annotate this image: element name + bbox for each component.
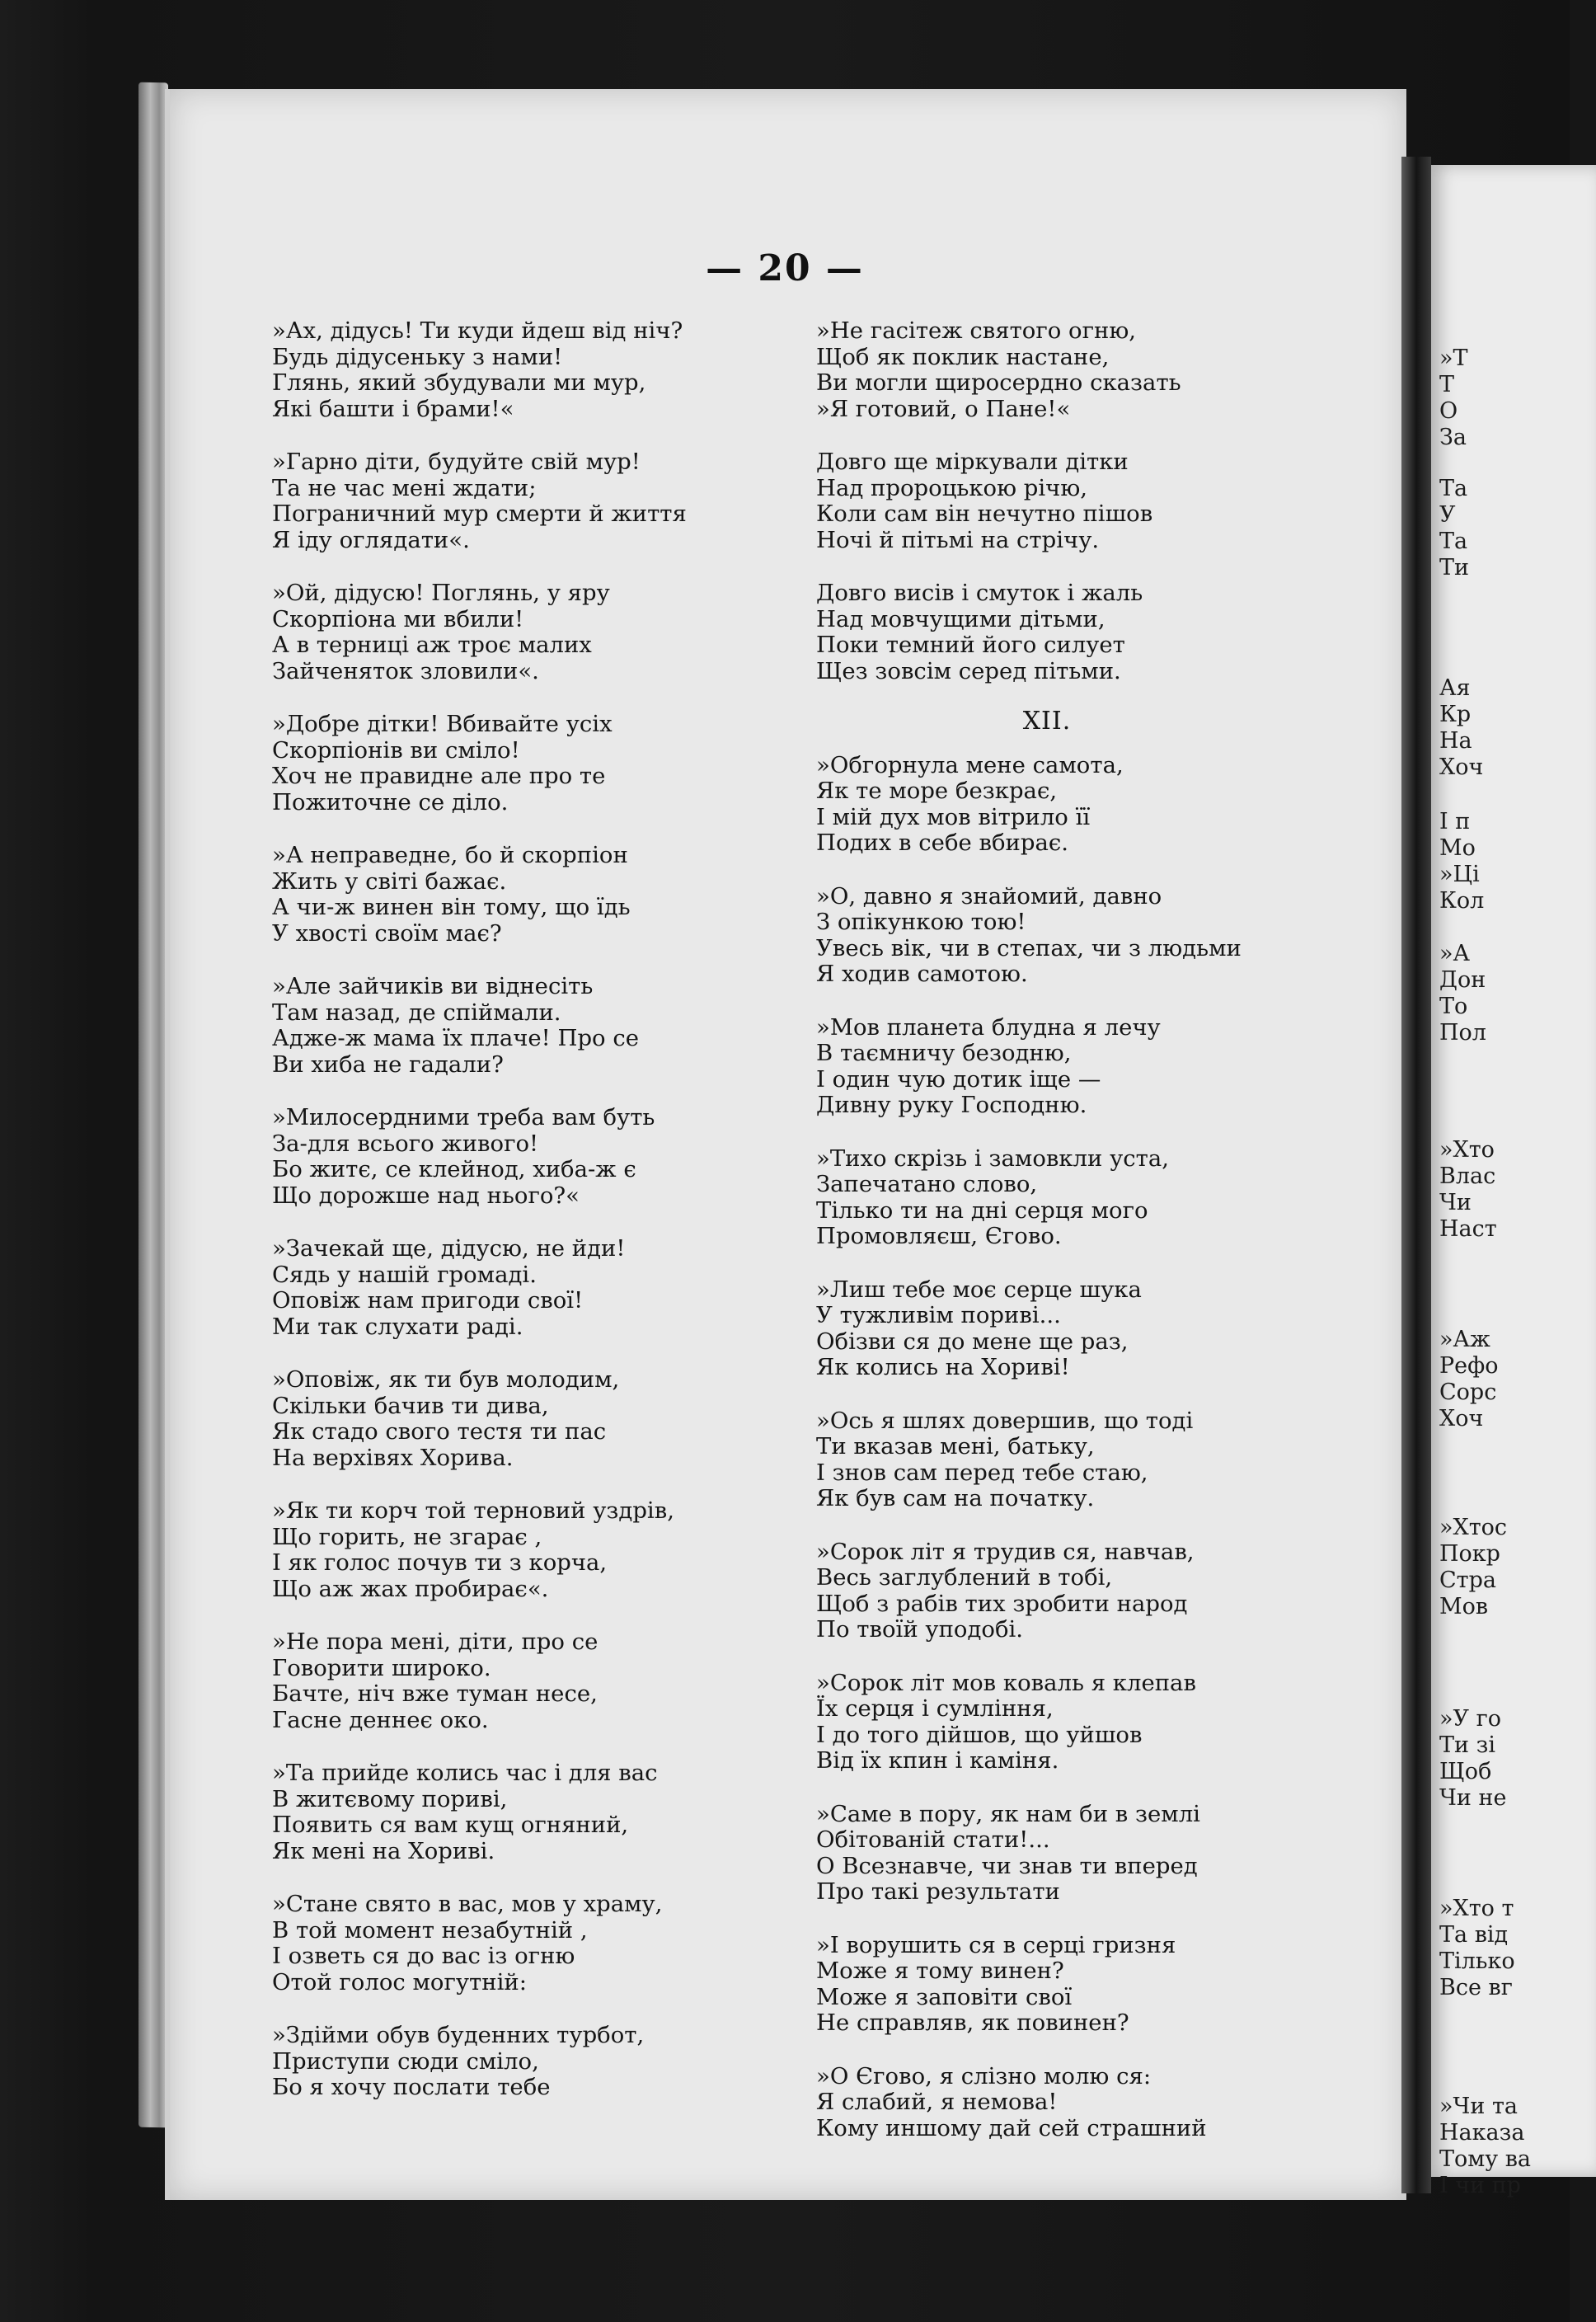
adjacent-page-line: »Т (1439, 345, 1468, 371)
adjacent-page (1431, 165, 1596, 2198)
stanza (272, 1367, 775, 1471)
poem-line: Які башти і брами!« (272, 395, 514, 422)
poem-line: »Ах, дідусь! Ти куди йдеш від ніч? (272, 317, 683, 344)
adjacent-page-line: Чи (1439, 1190, 1472, 1215)
adjacent-page-line: Хоч (1439, 1406, 1484, 1431)
poem-line: І один чую дотик іще — (816, 1065, 1101, 1093)
adjacent-page-line: На (1439, 728, 1472, 754)
poem-line: »О, давно я знайомий, давно (816, 882, 1162, 910)
poem-line: Гасне деннеє око. (272, 1706, 489, 1733)
poem-line: А в терниці аж троє малих (272, 632, 592, 658)
stanza (816, 1802, 1278, 1906)
stanza (272, 1236, 775, 1340)
stanza (816, 1671, 1278, 1774)
poem-line: Обітованій стати!... (816, 1826, 1050, 1853)
stanza (272, 1105, 775, 1209)
poem-line: »Сорок літ мов коваль я клепав (816, 1669, 1196, 1696)
poem-line: У хвості своїм має? (272, 919, 502, 947)
poem-line: Зайченяток зловили«. (272, 657, 539, 684)
stanza (816, 1015, 1278, 1119)
poem-line: Ви хиба не гадали? (272, 1051, 504, 1078)
poem-column-left (272, 318, 775, 2128)
poem-line: Кому иншому дай сей страшний (816, 2114, 1207, 2141)
poem-line: Промовляєш, Єгово. (816, 1223, 1062, 1249)
poem-line: В той момент незабутній , (272, 1916, 588, 1944)
adjacent-page-line: То (1439, 994, 1468, 1019)
adjacent-page-line: »Хто т (1439, 1896, 1514, 1921)
book-gutter (1401, 157, 1431, 2193)
poem-line: За-для всього живого! (272, 1130, 539, 1157)
adjacent-page-line: Стра (1439, 1568, 1496, 1593)
poem-line: Коли сам він нечутно пішов (816, 501, 1153, 527)
adjacent-page-line: Хоч (1439, 754, 1484, 780)
poem-line: Будь дідусеньку з нами! (272, 343, 563, 370)
poem-line: Приступи сюди сміло, (272, 2047, 539, 2075)
adjacent-page-line: Тілько (1439, 1948, 1515, 1974)
poem-line: »Ой, дідусю! Поглянь, у яру (272, 580, 610, 606)
poem-line: На верхівях Хорива. (272, 1444, 514, 1471)
poem-line: Тілько ти на дні серця мого (816, 1196, 1148, 1224)
adjacent-page-line: Рефо (1439, 1353, 1499, 1379)
poem-line: Я іду оглядати«. (272, 526, 470, 553)
poem-line: »Ось я шлях довершив, що тоді (816, 1407, 1194, 1434)
poem-line: Скільки бачив ти дива, (272, 1392, 549, 1419)
poem-line: Оповіж нам пригоди свої! (272, 1287, 584, 1314)
poem-line: О Всезнавче, чи знав ти вперед (816, 1852, 1198, 1879)
poem-line: В житєвому пориві, (272, 1785, 508, 1812)
adjacent-page-line: І чи пр (1439, 2173, 1521, 2198)
poem-line: Довго ще міркували дітки (816, 449, 1129, 475)
adjacent-page-line: Все вг (1439, 1975, 1513, 2000)
adjacent-page-line: Сорс (1439, 1380, 1497, 1405)
adjacent-page-line: Мо (1439, 835, 1476, 861)
stanza (816, 2064, 1278, 2142)
poem-line: У тужливім пориві... (816, 1302, 1061, 1328)
poem-line: Як був сам на початку. (816, 1485, 1095, 1511)
adjacent-page-line: »У го (1439, 1706, 1502, 1732)
poem-line: Поки темний його силует (816, 632, 1125, 658)
adjacent-page-line: Тому ва (1439, 2146, 1532, 2172)
stanza (816, 1146, 1278, 1250)
section-heading: XII. (1022, 707, 1072, 736)
poem-line: Жить у світі бажає. (272, 867, 507, 895)
poem-line: »Обгорнула мене самота, (816, 751, 1124, 778)
stanza (272, 1498, 775, 1602)
stanza (272, 2023, 775, 2101)
poem-line: Від їх кпин і каміня. (816, 1747, 1059, 1774)
poem-line: Ви могли щиросердно сказать (816, 369, 1181, 396)
adjacent-page-line: О (1439, 398, 1458, 424)
poem-line: Глянь, який збудували ми мур, (272, 369, 646, 396)
poem-line: »Здійми обув буденних турбот, (272, 2022, 645, 2048)
poem-line: Говорити широко. (272, 1654, 491, 1681)
poem-line: Пожиточне се діло. (272, 788, 509, 816)
poem-line: Хоч не правидне але про те (272, 763, 606, 789)
adjacent-page-line: Влас (1439, 1163, 1496, 1189)
poem-line: Бо я хочу послати тебе (272, 2074, 551, 2100)
poem-line: Ночі й пітьмі на стрічу. (816, 526, 1100, 553)
poem-line: »І ворушить ся в серці гризня (816, 1931, 1176, 1958)
stanza (272, 580, 775, 684)
adjacent-page-line: Щоб (1439, 1759, 1492, 1784)
adjacent-page-line: Покр (1439, 1541, 1500, 1567)
adjacent-page-line: Та (1439, 529, 1468, 554)
adjacent-page-line: Ти зі (1439, 1732, 1495, 1758)
poem-line: Скорпіона ми вбили! (272, 605, 524, 632)
poem-line: Їх серця і сумління, (816, 1695, 1054, 1722)
poem-line: Ми так слухати раді. (272, 1313, 523, 1340)
poem-line: Там назад, де спіймали. (272, 999, 561, 1026)
poem-line: »Добре дітки! Вбивайте усіх (272, 711, 613, 737)
poem-line: Весь заглублений в тобі, (816, 1564, 1113, 1591)
poem-line: Щез зовсім серед пітьми. (816, 657, 1121, 684)
adjacent-page-line: »А (1439, 941, 1470, 966)
poem-line: Що горить, не згарає , (272, 1523, 542, 1550)
poem-line: Що дорожше над нього?« (272, 1182, 580, 1209)
stanza (272, 712, 775, 816)
poem-line: Ти вказав мені, батьку, (816, 1433, 1095, 1459)
adjacent-page-line: Мов (1439, 1594, 1489, 1619)
stanza (816, 318, 1278, 422)
poem-line: »Я готовий, о Пане!« (816, 395, 1071, 422)
poem-line: І мій дух мов вітрило її (816, 803, 1091, 830)
stanza (272, 1760, 775, 1864)
poem-line: Як мені на Хориві. (272, 1837, 495, 1864)
poem-line: Бо житє, се клейнод, хиба-ж є (272, 1156, 636, 1182)
adjacent-page-line: Ти (1439, 555, 1470, 580)
poem-line: Не справляв, як повинен? (816, 2009, 1129, 2036)
stanza (816, 449, 1278, 553)
poem-line: Над пророцькою річю, (816, 474, 1088, 501)
poem-column-right-top (816, 318, 1278, 684)
poem-line: Запечатано слово, (816, 1171, 1038, 1197)
stanza (816, 1277, 1278, 1381)
page-stack-edge (138, 82, 168, 2128)
poem-column-right (816, 318, 1278, 2169)
poem-line: Появить ся вам кущ огняний, (272, 1812, 629, 1838)
poem-line: З опікункою тою! (816, 909, 1026, 935)
poem-line: Пограничний мур смерти й життя (272, 501, 687, 527)
adjacent-page-line: Та (1439, 476, 1468, 501)
poem-line: Як колись на Хориві! (816, 1354, 1070, 1380)
stanza (272, 843, 775, 947)
stanza (816, 753, 1278, 857)
poem-line: Отой голос могутній: (272, 1968, 527, 1995)
poem-line: І знов сам перед тебе стаю, (816, 1459, 1148, 1486)
stanza (272, 1629, 775, 1733)
poem-line: Сядь у нашій громаді. (272, 1261, 537, 1288)
adjacent-page-line: Наст (1439, 1216, 1497, 1242)
poem-line: Про такі результати (816, 1878, 1060, 1905)
adjacent-page-line: »Хтос (1439, 1515, 1508, 1540)
stanza (816, 1408, 1278, 1512)
poem-line: Я слабий, я немова! (816, 2089, 1058, 2115)
poem-line: »Сорок літ я трудив ся, навчав, (816, 1538, 1195, 1565)
adjacent-page-line: Кол (1439, 888, 1485, 914)
poem-line: »Тихо скрізь і замовкли уста, (816, 1145, 1170, 1172)
poem-line: »Лиш тебе моє серце шука (816, 1276, 1142, 1303)
poem-line: »Оповіж, як ти був молодим, (272, 1366, 620, 1393)
adjacent-page-line: Т (1439, 372, 1455, 397)
stanza (272, 974, 775, 1078)
poem-line: Скорпіонів ви сміло! (272, 736, 520, 764)
poem-line: Може я тому винен? (816, 1958, 1064, 1984)
poem-line: Щоб з рабів тих зробити народ (816, 1590, 1188, 1617)
stanza (816, 580, 1278, 684)
adjacent-page-line: »Чи та (1439, 2094, 1519, 2119)
stanza (816, 1539, 1278, 1643)
adjacent-page-line: Чи не (1439, 1785, 1507, 1811)
poem-line: І як голос почув ти з корча, (272, 1549, 608, 1576)
adjacent-page-line: Дон (1439, 967, 1486, 993)
poem-line: Довго висів і смуток і жаль (816, 580, 1143, 606)
adjacent-page-line: Ая (1439, 675, 1471, 701)
poem-line: »Як ти корч той терновий уздрів, (272, 1497, 674, 1524)
poem-line: І озветь ся до вас із огню (272, 1943, 575, 1969)
stanza (816, 884, 1278, 988)
stanza (272, 318, 775, 422)
poem-line: Та не час мені ждати; (272, 474, 537, 501)
stanza (272, 1892, 775, 1995)
poem-line: Я ходив самотою. (816, 961, 1028, 987)
poem-line: Адже-ж мама їх плаче! Про се (272, 1025, 640, 1051)
poem-line: Бачте, ніч вже туман несе, (272, 1680, 598, 1707)
poem-line: Щоб як поклик настане, (816, 343, 1110, 370)
poem-line: »Стане свято в вас, мов у храму, (272, 1891, 663, 1917)
poem-line: Як стадо свого тестя ти пас (272, 1418, 607, 1445)
stanza (272, 449, 775, 553)
poem-line: »Мов планета блудна я лечу (816, 1013, 1161, 1041)
poem-line: »Та прийде колись час і для вас (272, 1760, 658, 1786)
poem-line: »А неправедне, бо й скорпіон (272, 842, 628, 868)
poem-line: Увесь вік, чи в степах, чи з людьми (816, 934, 1242, 961)
poem-line: Над мовчущими дітьми, (816, 605, 1105, 632)
adjacent-page-line: І п (1439, 809, 1471, 834)
poem-line: »Зачекай ще, дідусю, не йди! (272, 1235, 626, 1262)
poem-line: »Але зайчиків ви віднесіть (272, 973, 594, 999)
adjacent-page-line: Кр (1439, 702, 1472, 727)
poem-line: По твоїй уподобі. (816, 1616, 1024, 1643)
poem-line: »Не гасітеж святого огню, (816, 317, 1137, 344)
adjacent-page-line: Та від (1439, 1922, 1509, 1948)
adjacent-page-line: »Ці (1439, 862, 1480, 887)
poem-line: І до того дійшов, що уйшов (816, 1721, 1143, 1748)
poem-line: »Саме в пору, як нам би в землі (816, 1800, 1200, 1827)
poem-line: А чи-ж винен він тому, що їдь (272, 894, 631, 920)
poem-line: Як те море безкрає, (816, 778, 1058, 804)
poem-line: »Гарно діти, будуйте свій мур! (272, 449, 641, 475)
adjacent-page-line: »Хто (1439, 1137, 1495, 1163)
poem-column-right-bottom (816, 753, 1278, 2142)
adjacent-page-line: Пол (1439, 1020, 1486, 1046)
stanza (816, 1933, 1278, 2037)
adjacent-page-line: Наказа (1439, 2120, 1525, 2146)
adjacent-page-line: За (1439, 425, 1467, 450)
page-number: — 20 — (706, 247, 864, 289)
poem-line: Може я заповіти свої (816, 1983, 1073, 2010)
poem-line: »О Єгово, я слізно молю ся: (816, 2062, 1152, 2089)
adjacent-page-line: »Аж (1439, 1327, 1490, 1352)
poem-line: Дивну руку Господню. (816, 1092, 1087, 1118)
poem-line: В таємничу безодню, (816, 1040, 1072, 1066)
adjacent-page-line: У (1439, 502, 1456, 528)
poem-line: Подих в себе вбирає. (816, 830, 1069, 856)
poem-line: Що аж жах пробирає«. (272, 1575, 549, 1602)
poem-line: »Милосердними треба вам буть (272, 1104, 655, 1130)
poem-line: »Не пора мені, діти, про се (272, 1629, 598, 1655)
poem-line: Обізви ся до мене ще раз, (816, 1328, 1129, 1355)
